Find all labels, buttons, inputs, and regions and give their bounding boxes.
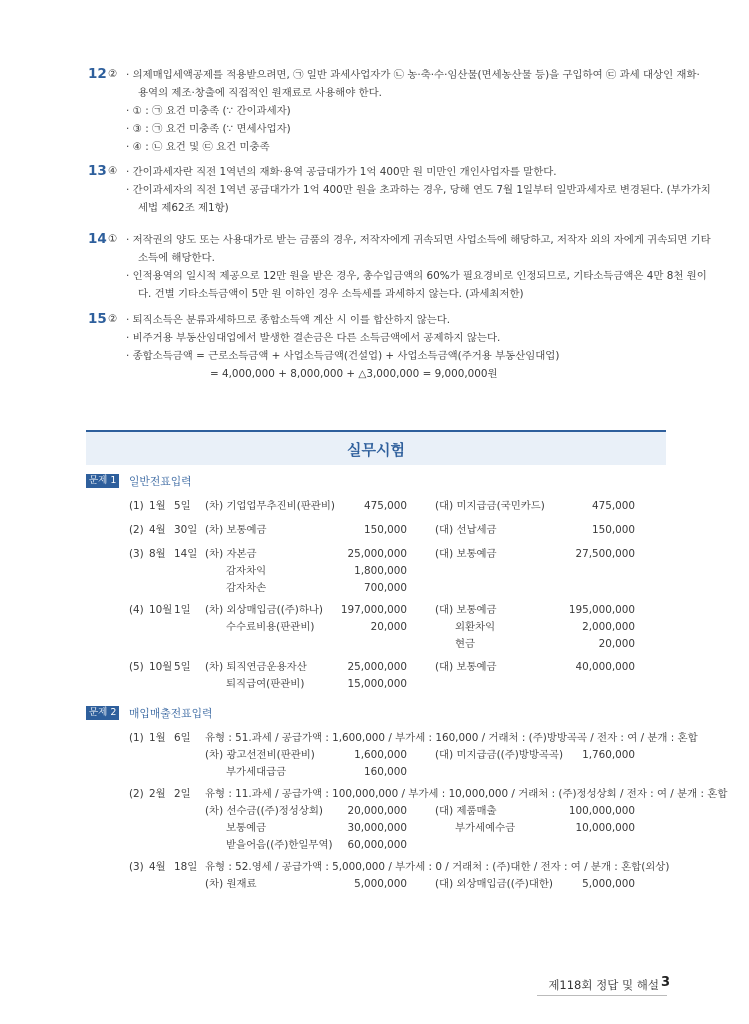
entry-day: 5일 <box>174 500 191 512</box>
question-block <box>88 66 700 158</box>
explanation-line: · ① : ㉠ 요건 미충족 (∵ 간이과세자) <box>126 105 291 117</box>
credit-amount: 27,500,000 <box>575 548 635 560</box>
explanation-line: · ③ : ㉠ 요건 미충족 (∵ 면세사업자) <box>126 123 291 135</box>
credit-account: (대) 선납세금 <box>435 524 497 536</box>
explanation-line: · 간이과세자의 직전 1역년 공급대가가 1억 400만 원을 초과하는 경우, 당해 연도 7월 1일부터 일반과세자로 변경된다. (부가가치 <box>126 184 711 196</box>
entry-day: 5일 <box>174 661 191 673</box>
footer-title: 제118회 정답 및 해설 <box>548 978 659 992</box>
debit-amount: 475,000 <box>364 500 407 512</box>
debit-account: 수수료비용(판관비) <box>226 621 315 633</box>
entry-month: 1월 <box>149 732 166 744</box>
debit-account: (차) 원재료 <box>205 878 257 890</box>
entry-month: 10월 <box>149 604 173 616</box>
debit-amount: 5,000,000 <box>354 878 407 890</box>
debit-account: (차) 자본금 <box>205 548 257 560</box>
credit-account: (대) 미지급금((주)방방곡곡) <box>435 749 563 761</box>
question-number: 15 <box>88 311 107 327</box>
entry-month: 1월 <box>149 500 166 512</box>
credit-account: (대) 보통예금 <box>435 548 497 560</box>
entry-number: (1) <box>129 500 144 512</box>
question-number: 13 <box>88 163 107 179</box>
entry-day: 6일 <box>174 732 191 744</box>
debit-account: 받을어음((주)한일무역) <box>226 839 333 851</box>
credit-account: 부가세예수금 <box>455 822 516 834</box>
credit-account: (대) 미지급금(국민카드) <box>435 500 545 512</box>
credit-account: (대) 외상매입금((주)대한) <box>435 878 553 890</box>
credit-account: 현금 <box>455 638 476 650</box>
problem-tag: 문제 1 <box>86 474 119 488</box>
explanation-line: · ④ : ㉡ 요건 및 ㉢ 요건 미충족 <box>126 141 270 153</box>
credit-amount: 10,000,000 <box>575 822 635 834</box>
entry-day: 30일 <box>174 524 198 536</box>
credit-amount: 2,000,000 <box>582 621 635 633</box>
credit-amount: 100,000,000 <box>568 805 635 817</box>
entry-day: 18일 <box>174 861 198 873</box>
question-block <box>88 231 711 323</box>
debit-amount: 700,000 <box>364 582 407 594</box>
entry-number: (3) <box>129 548 144 560</box>
footer-divider <box>537 995 667 996</box>
entry-month: 8월 <box>149 548 166 560</box>
debit-amount: 25,000,000 <box>347 548 407 560</box>
entry-number: (3) <box>129 861 144 873</box>
debit-account: (차) 외상매입금((주)하나) <box>205 604 323 616</box>
debit-account: (차) 퇴직연금운용자산 <box>205 661 307 673</box>
debit-account: (차) 선수금((주)정성상회) <box>205 805 323 817</box>
explanation-line: 소득에 해당한다. <box>138 252 215 264</box>
debit-amount: 150,000 <box>364 524 407 536</box>
credit-amount: 20,000 <box>598 638 635 650</box>
entry-month: 4월 <box>149 524 166 536</box>
entry-day: 2일 <box>174 788 191 800</box>
debit-account: 감자차익 <box>226 565 267 577</box>
question-block <box>88 313 678 403</box>
entry-number: (1) <box>129 732 144 744</box>
explanation-line: · 인적용역의 일시적 제공으로 12만 원을 받은 경우, 총수입금액의 60%가 필요경비로 인정되므로, 기타소득금액은 4만 8천 원이 <box>126 270 707 282</box>
debit-account: (차) 광고선전비(판관비) <box>205 749 315 761</box>
debit-account: 부가세대급금 <box>226 766 287 778</box>
entry-type-line: 유형 : 52.영세 / 공급가액 : 5,000,000 / 부가세 : 0 / 거래처 : (주)대한 / 전자 : 여 / 분개 : 혼합(외상) <box>205 861 670 873</box>
debit-account: 감자차손 <box>226 582 267 594</box>
credit-amount: 40,000,000 <box>575 661 635 673</box>
debit-amount: 20,000 <box>370 621 407 633</box>
credit-amount: 150,000 <box>592 524 635 536</box>
explanation-line: · 퇴직소득은 분류과세하므로 종합소득액 계산 시 이를 합산하지 않는다. <box>126 314 451 326</box>
entry-number: (5) <box>129 661 144 673</box>
explanation-line: 용역의 제조·창출에 직접적인 원재료로 사용해야 한다. <box>138 87 382 99</box>
debit-amount: 30,000,000 <box>347 822 407 834</box>
entry-number: (2) <box>129 524 144 536</box>
answer-mark: ② <box>108 68 118 80</box>
entry-number: (4) <box>129 604 144 616</box>
problem-tag: 문제 2 <box>86 706 119 720</box>
credit-account: 외환차익 <box>455 621 496 633</box>
entry-day: 1일 <box>174 604 191 616</box>
section-title: 일반전표입력 <box>129 475 192 488</box>
entry-day: 14일 <box>174 548 198 560</box>
debit-account: 보통예금 <box>226 822 267 834</box>
explanation-line: 세법 제62조 제1항) <box>138 202 229 214</box>
credit-amount: 1,760,000 <box>582 749 635 761</box>
credit-account: (대) 보통예금 <box>435 604 497 616</box>
entry-type-line: 유형 : 11.과세 / 공급가액 : 100,000,000 / 부가세 : 10,000,000 / 거래처 : (주)정성상회 / 전자 : 여 / 분개 : 혼합 <box>205 788 728 800</box>
debit-amount: 60,000,000 <box>347 839 407 851</box>
debit-amount: 197,000,000 <box>340 604 407 616</box>
explanation-line: · 종합소득금액 = 근로소득금액 + 사업소득금액(건설업) + 사업소득금액(주거용 부동산임대업) <box>126 350 560 362</box>
entry-type-line: 유형 : 51.과세 / 공급가액 : 1,600,000 / 부가세 : 160,000 / 거래처 : (주)방방곡곡 / 전자 : 여 / 분개 : 혼합 <box>205 732 698 744</box>
explanation-line: · 의제매입세액공제를 적용받으려면, ㉠ 일반 과세사업자가 ㉡ 농·축·수·임산물(면세농산물 등)을 구입하여 ㉢ 과세 대상인 재화· <box>126 69 700 81</box>
explanation-line: 다. 건별 기타소득금액이 5만 원 이하인 경우 소득세를 과세하지 않는다. (과세최저한) <box>138 288 524 300</box>
entry-month: 10월 <box>149 661 173 673</box>
debit-amount: 160,000 <box>364 766 407 778</box>
debit-account: (차) 기업업무추진비(판관비) <box>205 500 335 512</box>
debit-account: (차) 보통예금 <box>205 524 267 536</box>
debit-amount: 1,800,000 <box>354 565 407 577</box>
section-banner <box>86 430 666 465</box>
entry-month: 4월 <box>149 861 166 873</box>
explanation-line: · 저작권의 양도 또는 사용대가로 받는 금품의 경우, 저작자에게 귀속되면 사업소득에 해당하고, 저작자 외의 자에게 귀속되면 기타 <box>126 234 711 246</box>
debit-amount: 1,600,000 <box>354 749 407 761</box>
explanation-line: · 비주거용 부동산임대업에서 발생한 결손금은 다른 소득금액에서 공제하지 않는다. <box>126 332 501 344</box>
credit-amount: 5,000,000 <box>582 878 635 890</box>
debit-amount: 25,000,000 <box>347 661 407 673</box>
explanation-line: · 간이과세자란 직전 1역년의 재화·용역 공급대가가 1억 400만 원 미만인 개인사업자를 말한다. <box>126 166 557 178</box>
debit-amount: 15,000,000 <box>347 678 407 690</box>
section-title: 매입매출전표입력 <box>129 707 213 720</box>
credit-amount: 195,000,000 <box>568 604 635 616</box>
page-number: 3 <box>661 975 671 990</box>
answer-mark: ④ <box>108 165 118 177</box>
explanation-line: = 4,000,000 + 8,000,000 + △3,000,000 = 9,000,000원 <box>210 368 498 380</box>
entry-month: 2월 <box>149 788 166 800</box>
entry-number: (2) <box>129 788 144 800</box>
credit-account: (대) 보통예금 <box>435 661 497 673</box>
banner-title: 실무시험 <box>347 441 405 459</box>
question-number: 14 <box>88 231 107 247</box>
debit-amount: 20,000,000 <box>347 805 407 817</box>
question-number: 12 <box>88 66 107 82</box>
debit-account: 퇴직급여(판관비) <box>226 678 305 690</box>
answer-mark: ② <box>108 313 118 325</box>
answer-mark: ① <box>108 233 118 245</box>
credit-account: (대) 제품매출 <box>435 805 497 817</box>
credit-amount: 475,000 <box>592 500 635 512</box>
